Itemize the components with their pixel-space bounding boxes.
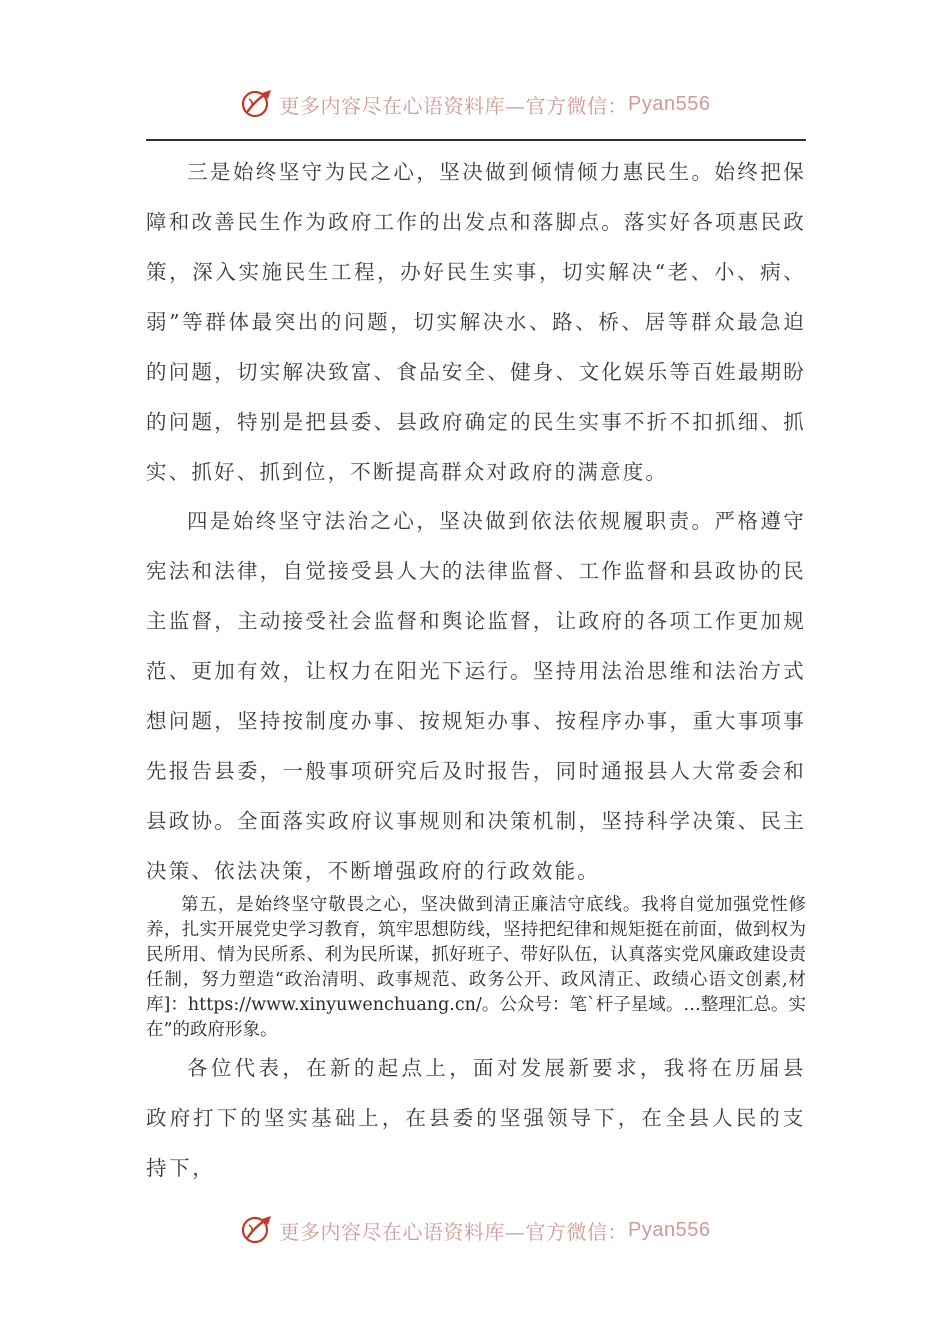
footer-wechat-id: Pyan556 bbox=[628, 1218, 711, 1241]
header-divider bbox=[146, 139, 806, 141]
header-banner bbox=[0, 84, 950, 124]
footer-banner bbox=[0, 1210, 950, 1250]
paragraph-three: 三是始终坚守为民之心，坚决做到倾情倾力惠民生。始终把保障和改善民生作为政府工作的出发点和落脚点。落实好各项惠民政策，深入实施民生工程，办好民生实事，切实解决“老、小、病、弱”等群体最突出的问题，切实解决水、路、桥、居等群众最急迫的问题，切实解决致富、食品安全、健身、文化娱乐等百姓最期盼的问题，特别是把县委、县政府确定的民生实事不折不扣抓细、抓实、抓好、抓到位，不断提高群众对政府的满意度。 bbox=[146, 160, 806, 484]
paragraph-five: 第五，是始终坚守敬畏之心，坚决做到清正廉洁守底线。我将自觉加强党性修养，扎实开展党史学习教育，筑牢思想防线，坚持把纪律和规矩挺在前面，做到权为民所用、情为民所系、利为民所谋，抓好班子、带好队伍，认真落实党风廉政建设责任制，努力塑造“政治清明、政事规范、政务公开、政风清正、政绩心语文创素,材库]：https://www.xinyuwenchuang.cn/。公众号：笔`杆子星域。…整理汇总。实在”的政府形象。 bbox=[146, 895, 806, 1040]
paragraph-four: 四是始终坚守法治之心，坚决做到依法依规履职责。严格遵守宪法和法律，自觉接受县人大的法律监督、工作监督和县政协的民主监督，主动接受社会监督和舆论监督，让政府的各项工作更加规范、更加有效，让权力在阳光下运行。坚持用法治思维和法治方式想问题，坚持按制度办事、按规矩办事、按程序办事，重大事项事先报告县委，一般事项研究后及时报告，同时通报县人大常委会和县政协。全面落实政府议事规则和决策机制，坚持科学决策、民主决策、依法决策，不断增强政府的行政效能。 bbox=[146, 509, 806, 883]
header-banner-text: 更多内容尽在心语资料库—官方微信： bbox=[279, 93, 629, 118]
fountain-pen-logo-icon bbox=[240, 87, 274, 121]
fountain-pen-logo-icon bbox=[240, 1213, 274, 1247]
footer-banner-text: 更多内容尽在心语资料库—官方微信： bbox=[279, 1219, 629, 1244]
header-wechat-id: Pyan556 bbox=[628, 92, 711, 115]
paragraph-closing: 各位代表，在新的起点上，面对发展新要求，我将在历届县政府打下的坚实基础上，在县委的坚强领导下，在全县人民的支持下， bbox=[146, 1056, 806, 1180]
